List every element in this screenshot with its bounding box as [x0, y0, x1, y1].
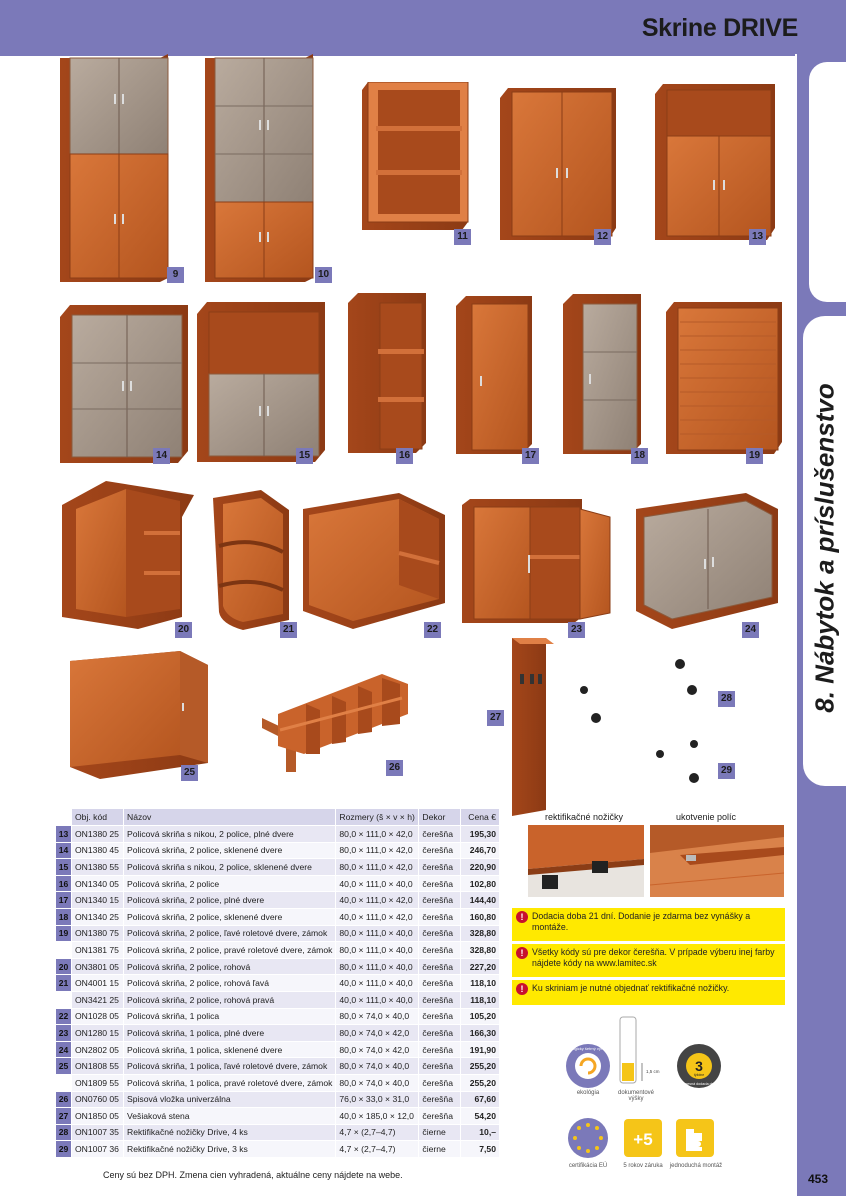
cell-code: ON1340 15	[72, 892, 124, 909]
cell-decor: čerešňa	[419, 908, 461, 925]
row-number: 21	[56, 975, 72, 992]
table-row	[56, 1108, 500, 1125]
cell-name: Rektifikačné nožičky Drive, 3 ks	[124, 1141, 336, 1158]
cell-dims: 80,0 × 111,0 × 42,0	[336, 842, 419, 859]
product-number: 18	[631, 448, 648, 464]
cell-price: 7,50	[461, 1141, 500, 1158]
cell-name: Policová skriňa, 1 polica, ľavé roletové dvere, zámok	[124, 1058, 336, 1075]
product-16-image	[348, 293, 426, 453]
product-number: 9	[167, 267, 184, 283]
cell-price: 10,–	[461, 1124, 500, 1141]
product-17-image	[456, 296, 532, 454]
table-row	[56, 875, 500, 892]
cell-decor: čerešňa	[419, 958, 461, 975]
price-table	[55, 808, 500, 1158]
cell-decor: čerešňa	[419, 991, 461, 1008]
row-number	[56, 1074, 72, 1091]
cell-name: Policová skriňa, 2 police, rohová ľavá	[124, 975, 336, 992]
cell-price: 328,80	[461, 942, 500, 959]
row-number: 20	[56, 958, 72, 975]
cell-decor: čerešňa	[419, 942, 461, 959]
eu-certification-icon	[567, 1117, 609, 1159]
product-number: 19	[746, 448, 763, 464]
product-10-image	[205, 54, 317, 282]
cell-name: Policová skriňa, 2 police, pravé roletové dvere, zámok	[124, 942, 336, 959]
cell-decor: čerešňa	[419, 892, 461, 909]
cell-name: Policová skriňa, 2 police, sklenené dvere	[124, 842, 336, 859]
cell-name: Vešiaková stena	[124, 1108, 336, 1125]
product-number: 29	[718, 763, 735, 779]
cell-decor: čerešňa	[419, 1058, 461, 1075]
row-number: 26	[56, 1091, 72, 1108]
product-number: 27	[487, 710, 504, 726]
delivery-icon	[676, 1043, 722, 1089]
assembly-icon	[676, 1119, 714, 1157]
cell-code: ON3421 25	[72, 991, 124, 1008]
product-number: 20	[175, 622, 192, 638]
cell-price: 220,90	[461, 859, 500, 876]
table-row	[56, 1008, 500, 1025]
row-number: 17	[56, 892, 72, 909]
cell-dims: 40,0 × 185,0 × 12,0	[336, 1108, 419, 1125]
row-number: 24	[56, 1041, 72, 1058]
cell-decor: čerešňa	[419, 826, 461, 843]
eu-cert-caption: certifikácia EÚ	[568, 1163, 608, 1169]
product-number: 10	[315, 267, 332, 283]
notice-delivery	[512, 908, 785, 941]
cell-price: 255,20	[461, 1074, 500, 1091]
product-19-image	[666, 302, 782, 454]
row-number: 22	[56, 1008, 72, 1025]
page-number: 453	[797, 1166, 839, 1192]
col-header-name: Názov	[124, 809, 336, 826]
product-number: 26	[386, 760, 403, 776]
table-row	[56, 975, 500, 992]
row-number: 16	[56, 875, 72, 892]
cell-name: Spisová vložka univerzálna	[124, 1091, 336, 1108]
cell-dims: 80,0 × 74,0 × 40,0	[336, 1008, 419, 1025]
cell-name: Policová skriňa, 2 police, ľavé roletové dvere, zámok	[124, 925, 336, 942]
cell-price: 227,20	[461, 958, 500, 975]
cell-dims: 80,0 × 74,0 × 42,0	[336, 1025, 419, 1042]
page-title: Skrine DRIVE	[641, 14, 798, 42]
col-header-decor: Dekor	[419, 809, 461, 826]
cell-dims: 4,7 × (2,7–4,7)	[336, 1141, 419, 1158]
cell-price: 191,90	[461, 1041, 500, 1058]
cell-dims: 40,0 × 111,0 × 40,0	[336, 975, 419, 992]
table-row	[56, 991, 500, 1008]
product-28-image	[570, 654, 710, 724]
row-number: 23	[56, 1025, 72, 1042]
product-22-image	[303, 493, 445, 629]
document-height-icon	[612, 1015, 662, 1087]
cell-price: 255,20	[461, 1058, 500, 1075]
row-number: 13	[56, 826, 72, 843]
cell-dims: 80,0 × 111,0 × 40,0	[336, 958, 419, 975]
cell-name: Rektifikačné nožičky Drive, 4 ks	[124, 1124, 336, 1141]
table-row	[56, 1041, 500, 1058]
cell-name: Policová skriňa, 2 police, rohová	[124, 958, 336, 975]
alert-icon: !	[516, 983, 528, 995]
cell-decor: čerešňa	[419, 975, 461, 992]
product-27-image	[506, 638, 554, 816]
product-15-image	[197, 302, 325, 462]
cell-name: Policová skriňa s nikou, 2 police, plné dvere	[124, 826, 336, 843]
cell-dims: 80,0 × 111,0 × 40,0	[336, 925, 419, 942]
table-row	[56, 942, 500, 959]
cell-price: 160,80	[461, 908, 500, 925]
delivery-sub: týždne	[693, 1073, 705, 1077]
feet-caption: rektifikačné nožičky	[545, 812, 624, 822]
cell-name: Policová skriňa, 1 polica, sklenené dvere	[124, 1041, 336, 1058]
cell-dims: 76,0 × 33,0 × 31,0	[336, 1091, 419, 1108]
cell-dims: 40,0 × 111,0 × 42,0	[336, 892, 419, 909]
cell-dims: 40,0 × 111,0 × 40,0	[336, 875, 419, 892]
cell-dims: 80,0 × 74,0 × 42,0	[336, 1041, 419, 1058]
cell-name: Policová skriňa, 2 police, sklenené dvere	[124, 908, 336, 925]
row-number: 14	[56, 842, 72, 859]
cell-decor: čerešňa	[419, 1041, 461, 1058]
cell-code: ON1808 55	[72, 1058, 124, 1075]
row-number: 19	[56, 925, 72, 942]
cell-code: ON1340 05	[72, 875, 124, 892]
product-number: 17	[522, 448, 539, 464]
cell-decor: čerešňa	[419, 925, 461, 942]
cell-code: ON3801 05	[72, 958, 124, 975]
product-number: 23	[568, 622, 585, 638]
warranty-caption: 5 rokov záruka	[623, 1163, 663, 1169]
shelf-detail-photo	[650, 825, 784, 897]
cell-price: 118,10	[461, 991, 500, 1008]
cell-dims: 80,0 × 111,0 × 40,0	[336, 942, 419, 959]
cell-price: 166,30	[461, 1025, 500, 1042]
cell-price: 102,80	[461, 875, 500, 892]
notice-text: Dodacia doba 21 dní. Dodanie je zdarma bez vynášky a montáže.	[532, 911, 751, 932]
cell-decor: čerešňa	[419, 859, 461, 876]
table-row	[56, 1074, 500, 1091]
table-row	[56, 958, 500, 975]
warranty-icon	[624, 1119, 662, 1157]
cell-code: ON1028 05	[72, 1008, 124, 1025]
row-number: 29	[56, 1141, 72, 1158]
cell-dims: 40,0 × 111,0 × 40,0	[336, 991, 419, 1008]
product-20-image	[62, 481, 194, 629]
ecology-ring-text: ekologicky šetrný výrobok	[565, 1046, 611, 1051]
table-row	[56, 1025, 500, 1042]
cell-decor: čerešňa	[419, 842, 461, 859]
ecology-icon	[565, 1043, 611, 1089]
product-26-image	[262, 674, 408, 772]
table-row	[56, 925, 500, 942]
product-24-image	[636, 493, 778, 629]
cell-code: ON4001 15	[72, 975, 124, 992]
cell-dims: 80,0 × 74,0 × 40,0	[336, 1074, 419, 1091]
cell-name: Policová skriňa, 1 polica, plné dvere	[124, 1025, 336, 1042]
notice-feet	[512, 980, 785, 1005]
product-number: 24	[742, 622, 759, 638]
cell-price: 118,10	[461, 975, 500, 992]
cell-code: ON1380 55	[72, 859, 124, 876]
product-number: 16	[396, 448, 413, 464]
cell-price: 54,20	[461, 1108, 500, 1125]
doc-height-caption: dokumentové výšky	[617, 1090, 655, 1102]
feet-detail-photo	[528, 825, 644, 897]
cell-price: 105,20	[461, 1008, 500, 1025]
warranty-value: +5	[633, 1130, 653, 1149]
row-number: 27	[56, 1108, 72, 1125]
row-number	[56, 942, 72, 959]
row-number: 18	[56, 908, 72, 925]
row-number	[56, 991, 72, 1008]
cell-name: Policová skriňa, 2 police, plné dvere	[124, 892, 336, 909]
product-number: 13	[749, 229, 766, 245]
cell-decor: čerešňa	[419, 1025, 461, 1042]
table-row	[56, 1141, 500, 1158]
cell-code: ON1340 25	[72, 908, 124, 925]
product-14-image	[60, 305, 188, 463]
product-number: 21	[280, 622, 297, 638]
cell-decor: čierne	[419, 1141, 461, 1158]
cell-decor: čerešňa	[419, 1008, 461, 1025]
delivery-weeks: 3	[695, 1058, 703, 1074]
row-number: 15	[56, 859, 72, 876]
cell-decor: čerešňa	[419, 1108, 461, 1125]
product-12-image	[500, 88, 616, 240]
cell-code: ON1280 15	[72, 1025, 124, 1042]
table-row	[56, 826, 500, 843]
cell-dims: 80,0 × 74,0 × 40,0	[336, 1058, 419, 1075]
height-value-label: 1,5 cm	[646, 1069, 660, 1074]
col-header-dims: Rozmery (š × v × h)	[336, 809, 419, 826]
cell-code: ON1380 25	[72, 826, 124, 843]
cell-dims: 80,0 × 111,0 × 42,0	[336, 859, 419, 876]
product-number: 22	[424, 622, 441, 638]
notice-text: Všetky kódy sú pre dekor čerešňa. V prípade výberu inej farby nájdete kódy na www.lamitec.sk	[532, 947, 775, 968]
row-number: 25	[56, 1058, 72, 1075]
cell-decor: čerešňa	[419, 1091, 461, 1108]
product-number: 25	[181, 765, 198, 781]
cell-name: Policová skriňa, 1 polica, pravé roletové dvere, zámok	[124, 1074, 336, 1091]
notice-text: Ku skriniam je nutné objednať rektifikačné nožičky.	[532, 983, 730, 993]
table-row	[56, 1091, 500, 1108]
cell-price: 144,40	[461, 892, 500, 909]
product-13-image	[655, 84, 775, 240]
cell-code: ON1007 36	[72, 1141, 124, 1158]
table-row	[56, 892, 500, 909]
cell-name: Policová skriňa, 2 police	[124, 875, 336, 892]
cell-name: Policová skriňa, 2 police, rohová pravá	[124, 991, 336, 1008]
product-number: 14	[153, 448, 170, 464]
cell-price: 195,30	[461, 826, 500, 843]
row-number: 28	[56, 1124, 72, 1141]
cell-code: ON1380 45	[72, 842, 124, 859]
product-23-image	[462, 499, 612, 623]
table-row	[56, 842, 500, 859]
shelf-caption: ukotvenie políc	[676, 812, 737, 822]
cell-code: ON1380 75	[72, 925, 124, 942]
cell-decor: čierne	[419, 1124, 461, 1141]
price-footnote: Ceny sú bez DPH. Zmena cien vyhradená, aktuálne ceny nájdete na webe.	[103, 1170, 403, 1180]
delivery-ring-text: expresná dodacia doba	[680, 1082, 718, 1086]
product-number: 11	[454, 229, 471, 245]
col-header-price: Cena €	[461, 809, 500, 826]
product-29-image	[650, 738, 720, 788]
cell-name: Policová skriňa, 1 polica	[124, 1008, 336, 1025]
product-9-image	[60, 54, 172, 282]
cell-price: 246,70	[461, 842, 500, 859]
cell-code: ON2802 05	[72, 1041, 124, 1058]
side-strip-cutout	[809, 62, 846, 302]
cell-dims: 4,7 × (2,7–4,7)	[336, 1124, 419, 1141]
assembly-caption: jednoduchá montáž	[669, 1163, 723, 1169]
cell-price: 67,60	[461, 1091, 500, 1108]
table-row	[56, 1058, 500, 1075]
cell-code: ON0760 05	[72, 1091, 124, 1108]
product-number: 28	[718, 691, 735, 707]
product-11-image	[362, 82, 470, 230]
cell-dims: 40,0 × 111,0 × 42,0	[336, 908, 419, 925]
cell-name: Policová skriňa s nikou, 2 police, sklenené dvere	[124, 859, 336, 876]
table-row	[56, 859, 500, 876]
cell-code: ON1809 55	[72, 1074, 124, 1091]
table-row	[56, 908, 500, 925]
product-number: 12	[594, 229, 611, 245]
product-21-image	[213, 490, 289, 630]
cell-price: 328,80	[461, 925, 500, 942]
notice-codes	[512, 944, 785, 977]
cell-decor: čerešňa	[419, 1074, 461, 1091]
ecology-caption: ekológia	[576, 1090, 600, 1096]
product-number: 15	[296, 448, 313, 464]
cell-decor: čerešňa	[419, 875, 461, 892]
cell-dims: 80,0 × 111,0 × 42,0	[336, 826, 419, 843]
table-row	[56, 1124, 500, 1141]
cell-code: ON1381 75	[72, 942, 124, 959]
product-18-image	[563, 294, 641, 454]
cell-code: ON1850 05	[72, 1108, 124, 1125]
alert-icon: !	[516, 911, 528, 923]
alert-icon: !	[516, 947, 528, 959]
chapter-label: 8. Nábytok a príslušenstvo	[809, 383, 840, 713]
cell-code: ON1007 35	[72, 1124, 124, 1141]
product-25-image	[70, 651, 208, 779]
col-header-code: Obj. kód	[72, 809, 124, 826]
